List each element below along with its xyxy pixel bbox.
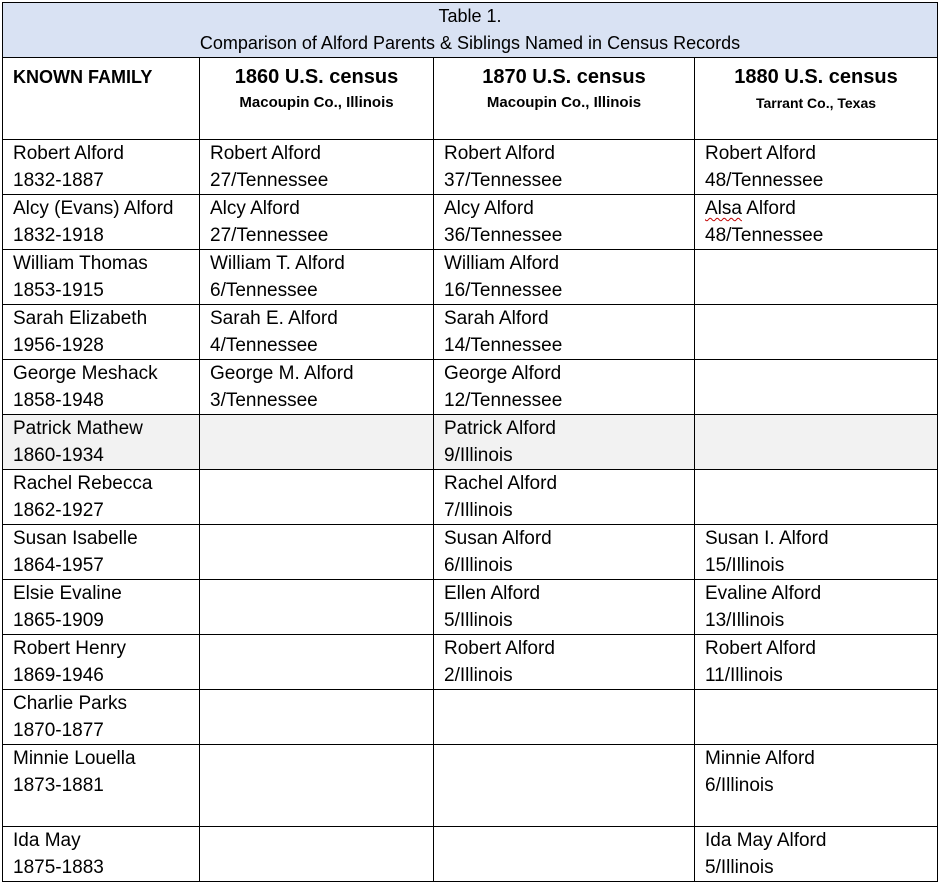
cell-c1860: [200, 690, 434, 745]
table-row: [3, 305, 938, 360]
cell-detail: 1865-1909: [13, 610, 104, 631]
table-row: [3, 195, 938, 250]
cell-detail: 11/Illinois: [705, 665, 783, 686]
table-row: [3, 635, 938, 690]
cell-name: George M. Alford: [210, 363, 354, 384]
cell-name: William Alford: [444, 253, 560, 274]
cell-name: Sarah Elizabeth: [13, 308, 148, 329]
cell-c1880: [695, 305, 938, 360]
cell-detail: 1832-1918: [13, 225, 104, 246]
cell-detail: 1869-1946: [13, 665, 104, 686]
cell-name: Ida May: [13, 830, 81, 851]
cell-detail: 36/Tennessee: [444, 225, 563, 246]
table-row: [3, 690, 938, 745]
cell-name: Robert Alford: [444, 143, 555, 164]
table-row: [3, 140, 938, 195]
cell-c1870: [434, 140, 695, 195]
cell-detail: 1858-1948: [13, 390, 104, 411]
spellcheck-word: Alsa: [705, 198, 742, 219]
cell-c1860: [200, 525, 434, 580]
cell-c1880: [695, 690, 938, 745]
cell-c1860: [200, 305, 434, 360]
cell-c1880: [695, 827, 938, 882]
cell-detail: 13/Illinois: [705, 610, 785, 631]
table-row: [3, 580, 938, 635]
cell-c1880: [695, 415, 938, 470]
cell-name: Alcy (Evans) Alford: [13, 198, 174, 219]
table-row: [3, 250, 938, 305]
cell-c1860: [200, 415, 434, 470]
caption-line-1: Table 1.: [438, 6, 502, 26]
cell-detail: 1873-1881: [13, 775, 104, 796]
cell-name: Minnie Louella: [13, 748, 136, 769]
table-row: [3, 525, 938, 580]
cell-name: Susan Alford: [444, 528, 552, 549]
cell-c1880: [695, 745, 938, 827]
census-comparison-table: [2, 2, 938, 882]
cell-name: Minnie Alford: [705, 748, 815, 769]
header-1880-title: 1880 U.S. census: [734, 66, 898, 88]
cell-detail: 27/Tennessee: [210, 170, 329, 191]
cell-name: Alsa Alford: [705, 198, 796, 219]
cell-detail: 6/Illinois: [705, 775, 774, 796]
cell-c1880: [695, 635, 938, 690]
cell-c1860: [200, 360, 434, 415]
cell-name: Susan I. Alford: [705, 528, 829, 549]
cell-detail: 1875-1883: [13, 857, 104, 878]
cell-known: [3, 635, 200, 690]
cell-detail: 1832-1887: [13, 170, 104, 191]
cell-detail: 6/Illinois: [444, 555, 513, 576]
cell-detail: 5/Illinois: [444, 610, 513, 631]
cell-name: Evaline Alford: [705, 583, 822, 604]
header-1860: [200, 58, 434, 140]
cell-known: [3, 195, 200, 250]
cell-detail: 1864-1957: [13, 555, 104, 576]
cell-known: [3, 690, 200, 745]
cell-c1870: [434, 525, 695, 580]
cell-known: [3, 250, 200, 305]
cell-known: [3, 827, 200, 882]
cell-c1860: [200, 140, 434, 195]
cell-known: [3, 580, 200, 635]
table-row: [3, 827, 938, 882]
cell-detail: 37/Tennessee: [444, 170, 563, 191]
cell-detail: 12/Tennessee: [444, 390, 563, 411]
cell-known: [3, 360, 200, 415]
cell-detail: 48/Tennessee: [705, 225, 824, 246]
cell-c1870: [434, 470, 695, 525]
cell-name: William Thomas: [13, 253, 148, 274]
cell-known: [3, 470, 200, 525]
cell-name: Sarah E. Alford: [210, 308, 338, 329]
cell-c1860: [200, 470, 434, 525]
table-row: [3, 745, 938, 827]
cell-detail: 4/Tennessee: [210, 335, 318, 356]
cell-c1860: [200, 250, 434, 305]
cell-name: Robert Henry: [13, 638, 126, 659]
cell-detail: 6/Tennessee: [210, 280, 318, 301]
cell-c1880: [695, 195, 938, 250]
cell-detail: 14/Tennessee: [444, 335, 563, 356]
cell-c1860: [200, 195, 434, 250]
cell-c1880: [695, 360, 938, 415]
caption-row: [3, 3, 938, 58]
cell-detail: 48/Tennessee: [705, 170, 824, 191]
cell-name: Patrick Mathew: [13, 418, 143, 439]
cell-detail: 7/Illinois: [444, 500, 513, 521]
cell-c1880: [695, 140, 938, 195]
cell-c1870: [434, 250, 695, 305]
cell-c1870: [434, 415, 695, 470]
cell-detail: 16/Tennessee: [444, 280, 563, 301]
cell-name: Charlie Parks: [13, 693, 128, 714]
cell-c1860: [200, 580, 434, 635]
cell-known: [3, 525, 200, 580]
cell-name: Elsie Evaline: [13, 583, 122, 604]
table-caption: [3, 3, 938, 58]
cell-name: Robert Alford: [705, 638, 816, 659]
caption-line-2: Comparison of Alford Parents & Siblings Named in Census Records: [199, 33, 741, 53]
table-row: [3, 470, 938, 525]
cell-c1870: [434, 360, 695, 415]
cell-detail: 2/Illinois: [444, 665, 513, 686]
cell-name: Alcy Alford: [444, 198, 534, 219]
cell-c1860: [200, 827, 434, 882]
cell-name: Robert Alford: [444, 638, 555, 659]
cell-name: Alcy Alford: [210, 198, 300, 219]
cell-detail: 27/Tennessee: [210, 225, 329, 246]
cell-name: Ellen Alford: [444, 583, 541, 604]
cell-name: Sarah Alford: [444, 308, 549, 329]
header-known-family: KNOWN FAMILY: [3, 58, 200, 140]
cell-detail: 9/Illinois: [444, 445, 513, 466]
cell-known: [3, 305, 200, 360]
cell-c1880: [695, 525, 938, 580]
cell-c1860: [200, 745, 434, 827]
cell-c1860: [200, 635, 434, 690]
cell-c1870: [434, 635, 695, 690]
cell-detail: 5/Illinois: [705, 857, 774, 878]
header-1880-place: Tarrant Co., Texas: [755, 95, 877, 111]
cell-c1880: [695, 580, 938, 635]
cell-name: William T. Alford: [210, 253, 345, 274]
cell-name: Robert Alford: [705, 143, 816, 164]
cell-known: [3, 415, 200, 470]
cell-known: [3, 140, 200, 195]
table-row: [3, 415, 938, 470]
cell-c1880: [695, 250, 938, 305]
cell-name: Susan Isabelle: [13, 528, 138, 549]
cell-c1870: [434, 305, 695, 360]
header-1860-title: 1860 U.S. census: [234, 66, 399, 88]
cell-c1880: [695, 470, 938, 525]
cell-c1870: [434, 827, 695, 882]
cell-detail: 3/Tennessee: [210, 390, 318, 411]
header-1860-place: Macoupin Co., Illinois: [239, 94, 394, 111]
cell-c1870: [434, 195, 695, 250]
cell-name: George Meshack: [13, 363, 158, 384]
cell-name: Patrick Alford: [444, 418, 556, 439]
cell-c1870: [434, 580, 695, 635]
cell-c1870: [434, 690, 695, 745]
header-1870-title: 1870 U.S. census: [482, 66, 646, 88]
cell-name: Ida May Alford: [705, 830, 827, 851]
cell-name: Robert Alford: [13, 143, 124, 164]
cell-detail: 1853-1915: [13, 280, 104, 301]
cell-detail: 1870-1877: [13, 720, 104, 741]
header-1880: [695, 58, 938, 140]
cell-name: Robert Alford: [210, 143, 321, 164]
cell-known: [3, 745, 200, 827]
table-body: [3, 140, 938, 882]
cell-detail: 1956-1928: [13, 335, 104, 356]
cell-detail: 1862-1927: [13, 500, 104, 521]
cell-detail: 1860-1934: [13, 445, 104, 466]
cell-detail: 15/Illinois: [705, 555, 785, 576]
cell-c1870: [434, 745, 695, 827]
cell-name: Rachel Alford: [444, 473, 558, 494]
header-row: [3, 58, 938, 140]
cell-name: Rachel Rebecca: [13, 473, 153, 494]
header-1870: [434, 58, 695, 140]
header-1870-place: Macoupin Co., Illinois: [486, 94, 642, 111]
cell-name: George Alford: [444, 363, 562, 384]
table-row: [3, 360, 938, 415]
